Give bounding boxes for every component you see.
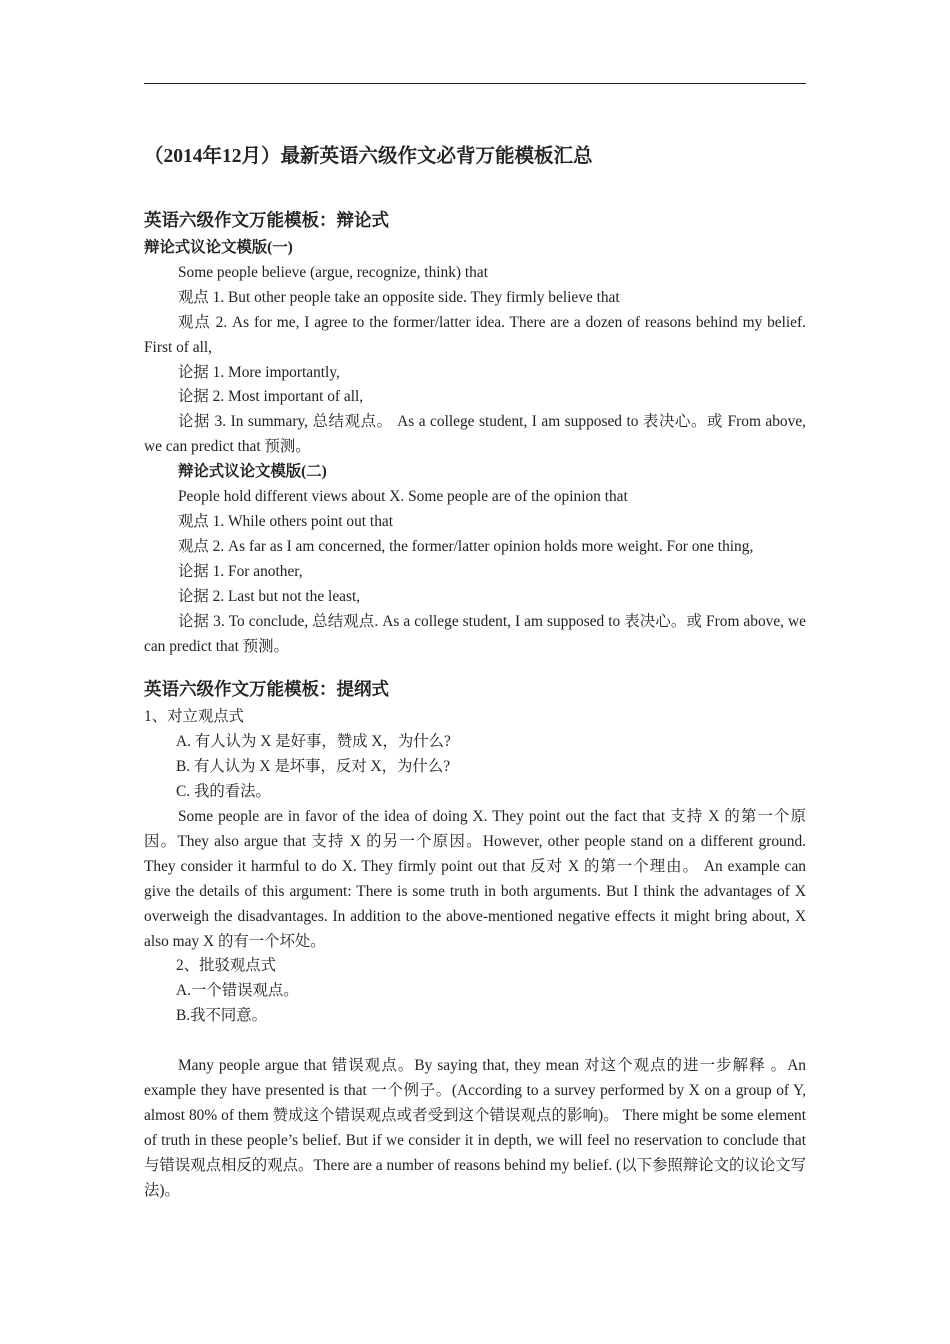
template-heading-1: 辩论式议论文模版(一) (144, 239, 293, 256)
template2-line-1: People hold different views about X. Some people are of the opinion that (178, 488, 628, 506)
template2-line-3: 观点 2. As far as I am concerned, the former/latter opinion holds more weight. For one thing, (178, 537, 754, 555)
template-heading-2: 辩论式议论文模版(二) (178, 463, 327, 481)
part1-item-a: A. 有人认为 X 是好事，赞成 X，为什么? (176, 733, 451, 751)
template1-line-6: 论据 3. In summary, 总结观点。 As a college student, I am supposed to 表决心。或 From above, we can predict that 预测。 (144, 413, 806, 456)
part1-label: 1、对立观点式 (144, 708, 245, 726)
template2-line-6: 论据 3. To conclude, 总结观点. As a college student, I am supposed to 表决心。或 From above, we can predict that 预测。 (144, 612, 806, 655)
spacer (144, 1029, 806, 1054)
part2-item-a: A.一个错误观点。 (176, 982, 299, 1000)
template2-line-2: 观点 1. While others point out that (178, 512, 394, 530)
part1-paragraph: Some people are in favor of the idea of doing X. They point out the fact that 支持 X 的第一个原因。They also argue that 支持 X 的另一个原因。However, other people stand on a different ground. They consider it harmful to do X. They firmly point out that 反对 X 的第一个理由。 An example can give the details of this argument: There is some truth in both arguments. But I think the advantages of X overweigh the disadvantages. In addition to the above-mentioned negative effects it might bring about, X also may X 的有一个坏处。 (144, 808, 806, 950)
document-title: （2014年12月）最新英语六级作文必背万能模板汇总 (144, 146, 593, 167)
part1-item-b: B. 有人认为 X 是坏事，反对 X，为什么? (176, 758, 451, 776)
template1-line-2: 观点 1. But other people take an opposite side. They firmly believe that (178, 288, 620, 306)
template1-line-5: 论据 2. Most important of all, (178, 388, 364, 406)
document-body (144, 207, 806, 1204)
header-rule (144, 83, 806, 84)
template2-line-4: 论据 1. For another, (178, 562, 303, 580)
template2-line-5: 论据 2. Last but not the least, (178, 587, 361, 605)
section-heading-debate: 英语六级作文万能模板：辩论式 (144, 210, 389, 230)
template1-line-4: 论据 1. More importantly, (178, 363, 340, 381)
part2-paragraph: Many people argue that 错误观点。By saying that, they mean 对这个观点的进一步解释 。An example they have presented is that 一个例子。(According to a survey performed by X on a group of Y, almost 80% of them 赞成这个错误观点或者受到这个错误观点的影响)。 There might be some element of truth in these people’s belief. But if we consider it in depth, we will feel no reservation to conclude that 与错误观点相反的观点。There are a number of reasons behind my belief. (以下参照辩论文的议论文写法)。 (144, 1057, 806, 1199)
part1-item-c: C. 我的看法。 (176, 783, 271, 801)
template1-line-3: 观点 2. As for me, I agree to the former/latter idea. There are a dozen of reasons behind my belief. First of all, (144, 313, 806, 356)
part2-item-b: B.我不同意。 (176, 1007, 268, 1025)
template1-line-1: Some people believe (argue, recognize, think) that (178, 263, 488, 281)
part2-label: 2、批驳观点式 (176, 957, 277, 975)
section-heading-outline: 英语六级作文万能模板：提纲式 (144, 679, 389, 700)
